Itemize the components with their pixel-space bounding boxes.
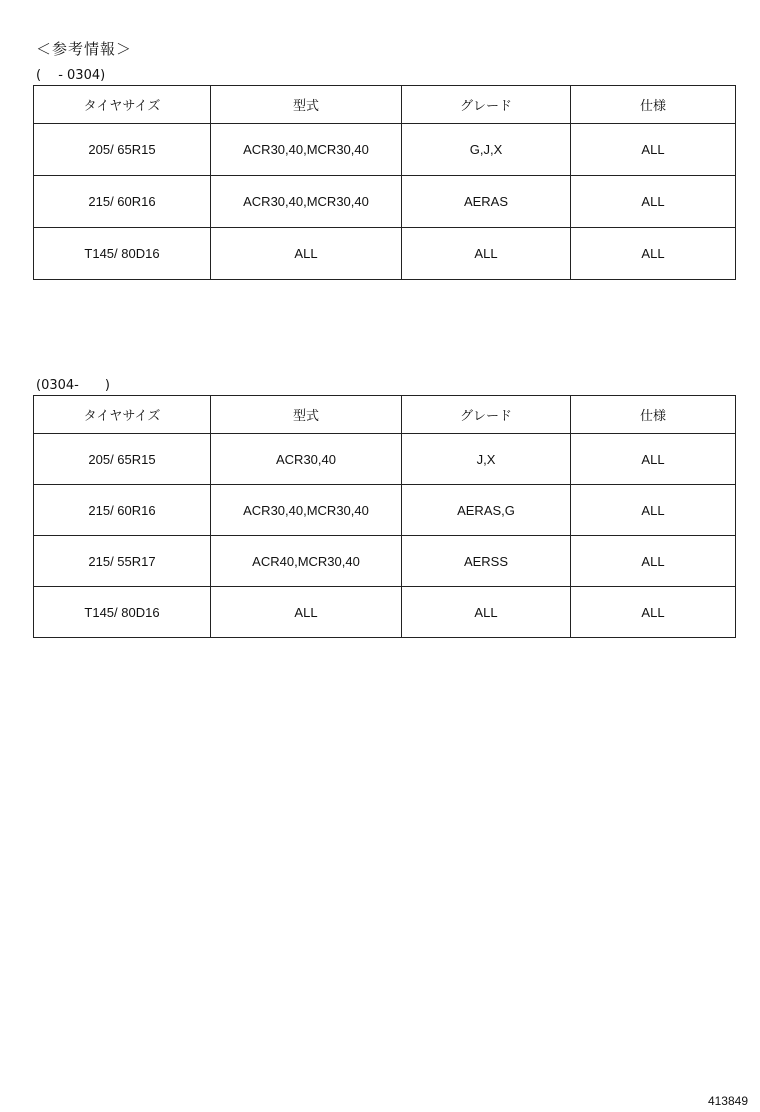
table-row <box>34 536 736 587</box>
cell-spec: ALL <box>571 536 736 587</box>
cell-grade: J,X <box>402 434 571 485</box>
cell-model: ACR30,40,MCR30,40 <box>211 124 402 176</box>
cell-tire-size: 215/ 60R16 <box>34 176 211 228</box>
table-row <box>34 124 736 176</box>
cell-grade: ALL <box>402 587 571 638</box>
header-spec: 仕様 <box>571 86 736 124</box>
header-spec: 仕様 <box>571 396 736 434</box>
cell-model: ALL <box>211 228 402 280</box>
header-tire-size: タイヤサイズ <box>34 396 211 434</box>
cell-model: ACR30,40 <box>211 434 402 485</box>
cell-model: ACR30,40,MCR30,40 <box>211 176 402 228</box>
cell-grade: AERAS <box>402 176 571 228</box>
cell-model: ACR40,MCR30,40 <box>211 536 402 587</box>
cell-spec: ALL <box>571 587 736 638</box>
table-row <box>34 228 736 280</box>
cell-spec: ALL <box>571 124 736 176</box>
cell-spec: ALL <box>571 176 736 228</box>
cell-tire-size: 215/ 55R17 <box>34 536 211 587</box>
table-row <box>34 587 736 638</box>
cell-tire-size: 205/ 65R15 <box>34 434 211 485</box>
cell-grade: ALL <box>402 228 571 280</box>
header-grade: グレード <box>402 86 571 124</box>
cell-model: ACR30,40,MCR30,40 <box>211 485 402 536</box>
cell-spec: ALL <box>571 228 736 280</box>
table-header-row <box>34 396 736 434</box>
page-heading: ＜参考情報＞ <box>36 40 133 58</box>
figure-number: 413849 <box>707 1094 748 1108</box>
cell-grade: AERAS,G <box>402 485 571 536</box>
section2-range: (0304- ) <box>36 378 110 393</box>
cell-spec: ALL <box>571 434 736 485</box>
table-row <box>34 434 736 485</box>
cell-spec: ALL <box>571 485 736 536</box>
cell-tire-size: T145/ 80D16 <box>34 228 211 280</box>
header-grade: グレード <box>402 396 571 434</box>
cell-model: ALL <box>211 587 402 638</box>
cell-grade: G,J,X <box>402 124 571 176</box>
cell-grade: AERSS <box>402 536 571 587</box>
spec-table-from-0304 <box>33 395 736 638</box>
table-row <box>34 485 736 536</box>
table-row <box>34 176 736 228</box>
table-header-row <box>34 86 736 124</box>
header-tire-size: タイヤサイズ <box>34 86 211 124</box>
header-model: 型式 <box>211 396 402 434</box>
cell-tire-size: 205/ 65R15 <box>34 124 211 176</box>
header-model: 型式 <box>211 86 402 124</box>
section1-range: ( - 0304) <box>36 68 106 83</box>
cell-tire-size: T145/ 80D16 <box>34 587 211 638</box>
cell-tire-size: 215/ 60R16 <box>34 485 211 536</box>
spec-table-before-0304 <box>33 85 736 280</box>
